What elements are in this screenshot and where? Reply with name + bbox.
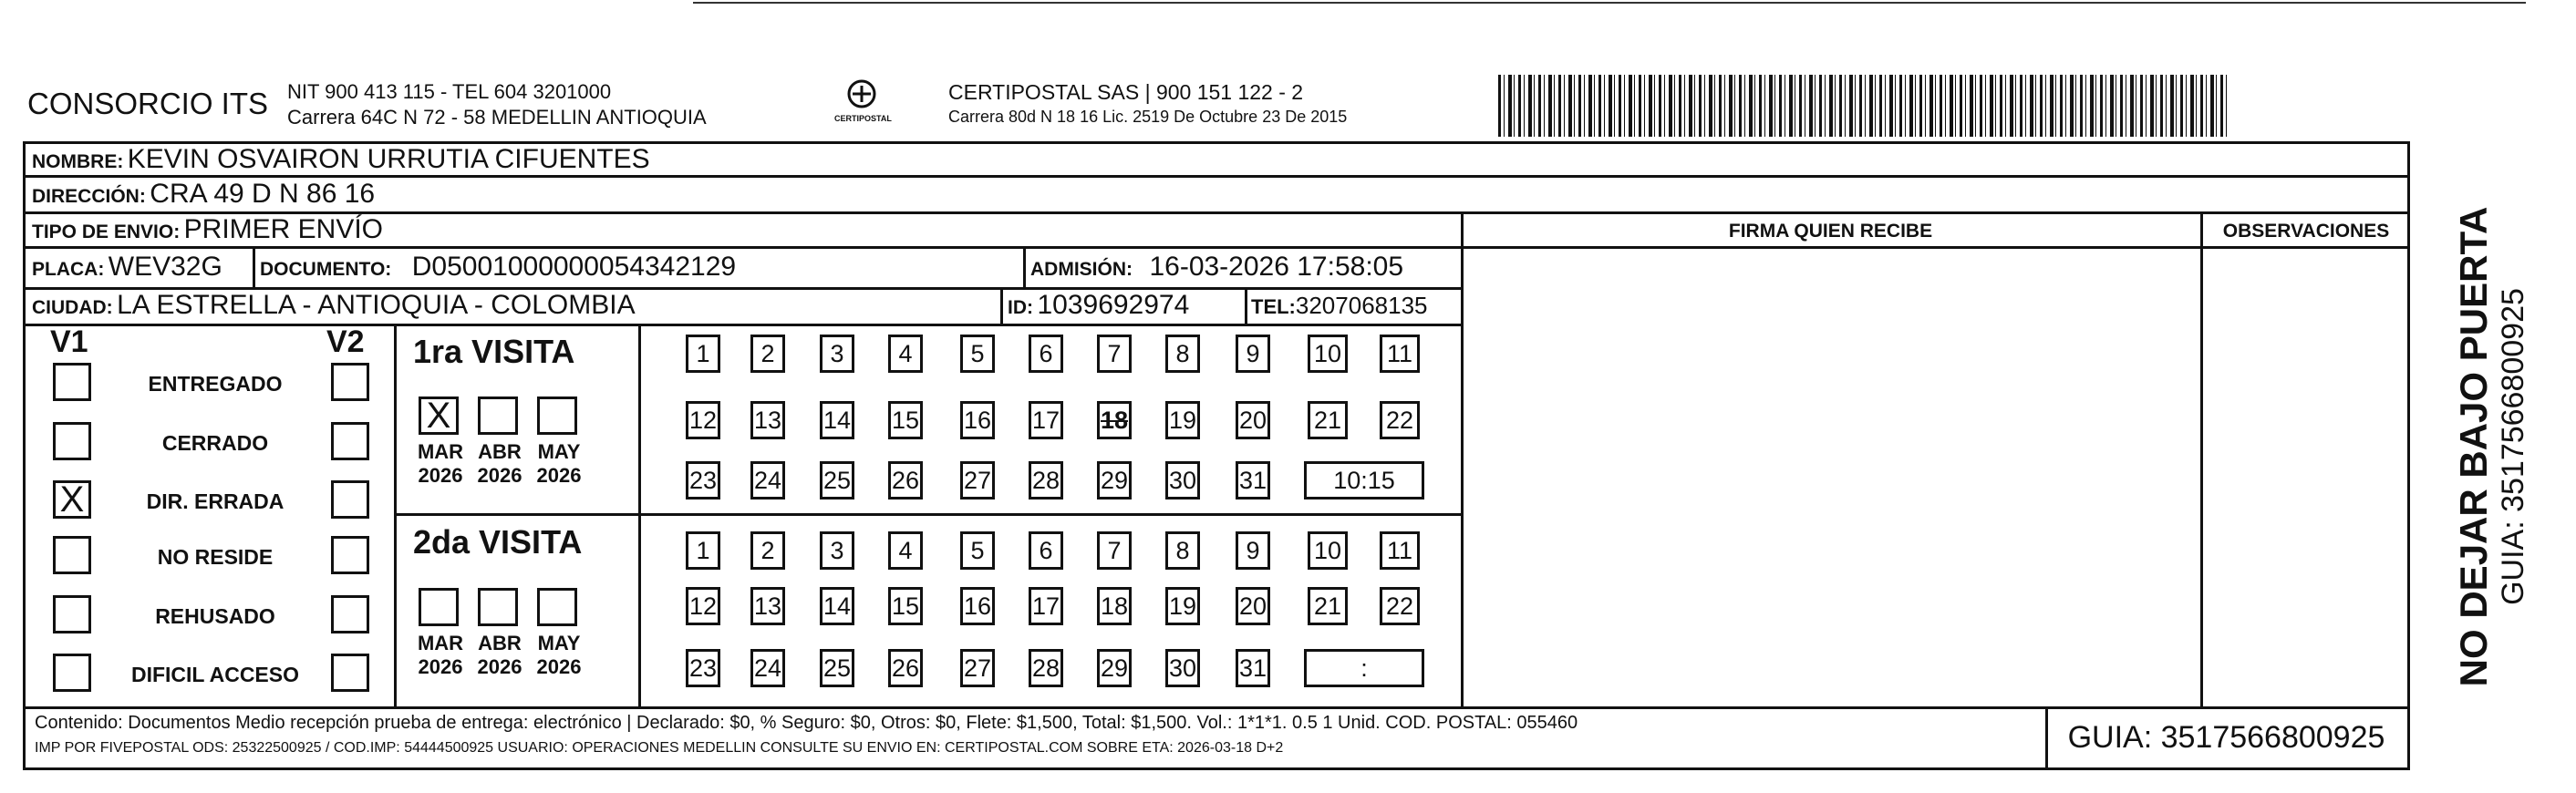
direccion-label: DIRECCIÓN: — [32, 186, 146, 207]
day-box[interactable]: 8 — [1165, 531, 1200, 570]
company-name: CONSORCIO ITS — [27, 87, 269, 120]
placa-label: PLACA: — [32, 259, 105, 280]
status-label: ENTREGADO — [148, 372, 283, 396]
day-box[interactable]: 23 — [686, 461, 720, 499]
day-box[interactable]: 6 — [1029, 335, 1063, 373]
day-box[interactable]: 7 — [1097, 531, 1132, 570]
day-box[interactable]: 2 — [750, 531, 785, 570]
time-box[interactable]: 10:15 — [1304, 461, 1424, 499]
day-box[interactable]: 23 — [686, 649, 720, 687]
col-line — [253, 246, 255, 287]
barcode — [1498, 75, 2228, 137]
day-box[interactable]: 30 — [1165, 649, 1200, 687]
day-box[interactable]: 9 — [1236, 335, 1270, 373]
tipo-row — [32, 214, 383, 245]
id-value: 1039692974 — [1037, 290, 1190, 320]
id-row — [1008, 290, 1189, 321]
row-line — [23, 175, 2407, 178]
day-box[interactable]: 28 — [1029, 649, 1063, 687]
day-box[interactable]: 17 — [1029, 401, 1063, 439]
day-box[interactable]: 26 — [888, 649, 923, 687]
day-box[interactable]: 26 — [888, 461, 923, 499]
status-v1-checkbox[interactable] — [53, 363, 91, 401]
admision-value: 16-03-2026 17:58:05 — [1149, 252, 1404, 282]
day-box[interactable]: 9 — [1236, 531, 1270, 570]
day-box[interactable]: 16 — [960, 587, 995, 625]
day-box[interactable]: 5 — [960, 531, 995, 570]
ciudad-value: LA ESTRELLA - ANTIOQUIA - COLOMBIA — [117, 290, 636, 320]
row-line — [394, 513, 1461, 516]
day-box[interactable]: 21 — [1308, 587, 1348, 625]
row-line — [23, 246, 2407, 249]
status-v1-checkbox[interactable]: X — [53, 480, 91, 519]
status-v2-checkbox[interactable] — [331, 363, 369, 401]
tel-value: 3207068135 — [1295, 292, 1428, 319]
day-box[interactable]: 24 — [750, 649, 785, 687]
day-box[interactable]: 29 — [1097, 461, 1132, 499]
logo-mark-icon — [843, 78, 880, 109]
side-guia: GUIA: 3517566800925 — [2496, 288, 2530, 605]
placa-row — [32, 252, 222, 283]
status-v2-checkbox[interactable] — [331, 422, 369, 460]
company-nit: NIT 900 413 115 - TEL 604 3201000 — [287, 80, 612, 103]
footer-imp: IMP POR FIVEPOSTAL ODS: 25322500925 / COD.IMP: 54444500925 USUARIO: OPERACIONES MEDELLIN CONSULTE SU ENVIO EN: CERTIPOSTAL.COM SOBRE ETA: 2026-03-18 D+2 — [35, 740, 1284, 756]
day-box[interactable]: 12 — [686, 401, 720, 439]
ciudad-label: CIUDAD: — [32, 297, 113, 318]
day-box[interactable]: 12 — [686, 587, 720, 625]
admision-label: ADMISIÓN: — [1030, 259, 1133, 280]
top-rule — [693, 2, 2526, 4]
day-box[interactable]: 16 — [960, 401, 995, 439]
admision-row — [1030, 252, 1403, 283]
documento-label: DOCUMENTO: — [260, 259, 392, 280]
row-line — [23, 706, 2407, 709]
day-box[interactable]: 27 — [960, 649, 995, 687]
nombre-label: NOMBRE: — [32, 151, 124, 172]
day-box[interactable]: 18 — [1097, 587, 1132, 625]
col-line — [638, 324, 641, 706]
col-line — [1000, 287, 1003, 324]
day-box[interactable]: 5 — [960, 335, 995, 373]
day-box[interactable]: 25 — [820, 649, 854, 687]
status-v1-checkbox[interactable] — [53, 654, 91, 692]
v2-label: V2 — [326, 324, 365, 359]
company-address: Carrera 64C N 72 - 58 MEDELLIN ANTIOQUIA — [287, 106, 707, 129]
day-box[interactable]: 18 — [1097, 401, 1132, 439]
tel-row — [1251, 292, 1428, 320]
day-box[interactable]: 28 — [1029, 461, 1063, 499]
month-label: ABR 2026 — [477, 440, 522, 487]
visit2-title: 2da VISITA — [413, 523, 583, 561]
status-v1-checkbox[interactable] — [53, 422, 91, 460]
status-v1-checkbox[interactable] — [53, 536, 91, 574]
month-label: MAR 2026 — [417, 632, 464, 678]
col-line — [2200, 211, 2203, 706]
day-box[interactable]: 1 — [686, 335, 720, 373]
status-v2-checkbox[interactable] — [331, 654, 369, 692]
day-box[interactable]: 25 — [820, 461, 854, 499]
day-box[interactable]: 14 — [820, 587, 854, 625]
day-box[interactable]: 22 — [1380, 401, 1420, 439]
tel-label: TEL: — [1251, 295, 1296, 318]
day-box[interactable]: 20 — [1236, 587, 1270, 625]
month-checkbox[interactable] — [537, 588, 577, 626]
nombre-value: KEVIN OSVAIRON URRUTIA CIFUENTES — [127, 144, 650, 174]
no-dejar-warning: NO DEJAR BAJO PUERTA — [2452, 206, 2495, 687]
status-label: NO RESIDE — [157, 545, 274, 569]
day-box[interactable]: 3 — [820, 531, 854, 570]
form-bottom — [23, 767, 2410, 770]
month-checkbox[interactable] — [478, 396, 518, 435]
month-label: MAR 2026 — [417, 440, 464, 487]
col-line — [1023, 246, 1026, 287]
footer-guia: GUIA: 3517566800925 — [2067, 720, 2385, 755]
day-box[interactable]: 8 — [1165, 335, 1200, 373]
documento-row — [260, 252, 736, 283]
day-box[interactable]: 19 — [1165, 587, 1200, 625]
status-label: DIFICIL ACCESO — [130, 663, 299, 686]
day-box[interactable]: 30 — [1165, 461, 1200, 499]
observaciones-header: OBSERVACIONES — [2222, 221, 2390, 242]
month-checkbox[interactable] — [537, 396, 577, 435]
visit1-title: 1ra VISITA — [413, 333, 575, 370]
time-box[interactable]: : — [1304, 649, 1424, 687]
day-box[interactable]: 31 — [1236, 649, 1270, 687]
day-box[interactable]: 6 — [1029, 531, 1063, 570]
v1-label: V1 — [50, 324, 88, 359]
day-box[interactable]: 15 — [888, 401, 923, 439]
id-label: ID: — [1008, 297, 1033, 318]
col-line — [1245, 287, 1247, 324]
day-box[interactable]: 19 — [1165, 401, 1200, 439]
day-box[interactable]: 20 — [1236, 401, 1270, 439]
month-label: MAY 2026 — [536, 440, 582, 487]
day-box[interactable]: 11 — [1380, 531, 1420, 570]
day-box[interactable]: 27 — [960, 461, 995, 499]
day-box[interactable]: 31 — [1236, 461, 1270, 499]
tipo-value: PRIMER ENVÍO — [183, 214, 384, 244]
day-box[interactable]: 29 — [1097, 649, 1132, 687]
month-checkbox[interactable] — [478, 588, 518, 626]
month-checkbox[interactable]: X — [419, 396, 459, 435]
ciudad-row — [32, 290, 636, 321]
day-box[interactable]: 7 — [1097, 335, 1132, 373]
nombre-row — [32, 144, 650, 175]
day-box[interactable]: 15 — [888, 587, 923, 625]
col-line — [1461, 211, 1464, 706]
day-box[interactable]: 22 — [1380, 587, 1420, 625]
month-label: MAY 2026 — [536, 632, 582, 678]
certipostal-name: CERTIPOSTAL SAS | 900 151 122 - 2 — [948, 80, 1304, 104]
day-box[interactable]: 4 — [888, 335, 923, 373]
certipostal-logo: CERTIPOSTAL — [834, 78, 889, 133]
status-v2-checkbox[interactable] — [331, 536, 369, 574]
day-box[interactable]: 24 — [750, 461, 785, 499]
form-right — [2407, 141, 2410, 770]
day-box[interactable]: 3 — [820, 335, 854, 373]
day-box[interactable]: 10 — [1308, 335, 1348, 373]
documento-value: D05001000000054342129 — [411, 252, 737, 282]
direccion-row — [32, 179, 375, 210]
month-label: ABR 2026 — [477, 632, 522, 678]
day-box[interactable]: 13 — [750, 401, 785, 439]
day-box[interactable]: 1 — [686, 531, 720, 570]
day-box[interactable]: 17 — [1029, 587, 1063, 625]
row-line — [23, 324, 1464, 326]
day-box[interactable]: 13 — [750, 587, 785, 625]
form-left — [23, 141, 26, 770]
status-v2-checkbox[interactable] — [331, 480, 369, 519]
day-box[interactable]: 2 — [750, 335, 785, 373]
placa-value: WEV32G — [108, 252, 222, 282]
status-label: REHUSADO — [155, 604, 275, 628]
tipo-label: TIPO DE ENVIO: — [32, 221, 181, 242]
day-box[interactable]: 21 — [1308, 401, 1348, 439]
day-box[interactable]: 10 — [1308, 531, 1348, 570]
day-box[interactable]: 4 — [888, 531, 923, 570]
firma-header: FIRMA QUIEN RECIBE — [1728, 221, 1933, 242]
status-label: CERRADO — [161, 431, 269, 455]
status-v2-checkbox[interactable] — [331, 595, 369, 633]
status-label: DIR. ERRADA — [146, 489, 284, 513]
side-text — [2453, 173, 2544, 720]
month-checkbox[interactable] — [419, 588, 459, 626]
day-box[interactable]: 14 — [820, 401, 854, 439]
day-box[interactable]: 11 — [1380, 335, 1420, 373]
direccion-value: CRA 49 D N 86 16 — [150, 179, 376, 209]
footer-contenido: Contenido: Documentos Medio recepción prueba de entrega: electrónico | Declarado: $0, % Seguro: $0, Otros: $0, Flete: $1,500, Total: $1,500. Vol.: 1*1*1. 0.5 1 Unid. COD. POSTAL: 055460 — [35, 713, 1578, 733]
certipostal-address: Carrera 80d N 18 16 Lic. 2519 De Octubre 23 De 2015 — [948, 108, 1348, 126]
status-v1-checkbox[interactable] — [53, 595, 91, 633]
